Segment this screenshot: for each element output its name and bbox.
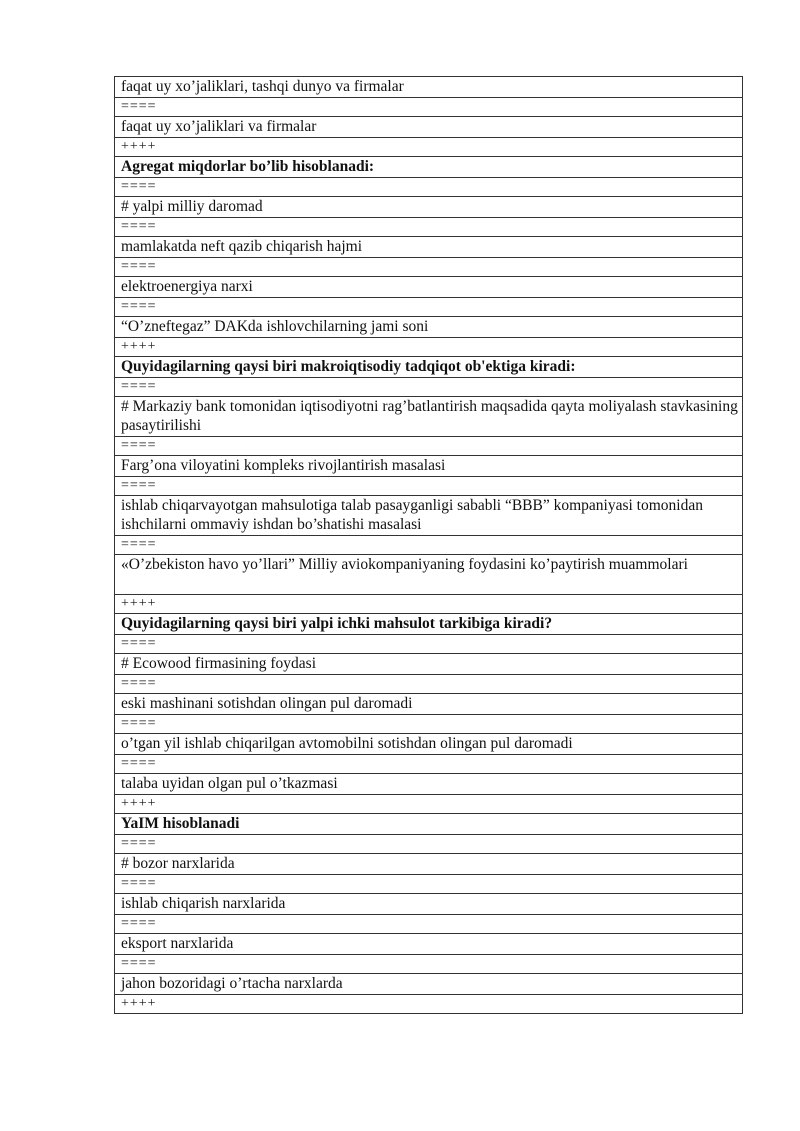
question-table-body [115, 77, 743, 1014]
question-table [114, 76, 743, 1014]
answer-row [115, 277, 743, 298]
separator-text: ==== [115, 715, 743, 734]
answer-row [115, 974, 743, 995]
answer-text: o’tgan yil ishlab chiqarilgan avtomobilni sotishdan olingan pul daromadi [115, 734, 743, 755]
separator-text: ==== [115, 675, 743, 694]
answer-row [115, 117, 743, 138]
separator-text: ==== [115, 835, 743, 854]
separator-text: ++++ [115, 595, 743, 614]
question-row [115, 357, 743, 378]
answer-text: jahon bozoridagi o’rtacha narxlarda [115, 974, 743, 995]
answer-row [115, 496, 743, 536]
answer-text: Farg’ona viloyatini kompleks rivojlantirish masalasi [115, 456, 743, 477]
document-page [114, 76, 743, 1014]
answer-row [115, 654, 743, 675]
answer-row [115, 197, 743, 218]
separator-text: ==== [115, 178, 743, 197]
answer-row [115, 555, 743, 595]
separator-text: ==== [115, 258, 743, 277]
answer-text: ishlab chiqarvayotgan mahsulotiga talab pasayganligi sababli “BBB” kompaniyasi tomonidan ishchilarni ommaviy ishdan bo’shatishi masalasi [115, 496, 743, 536]
answer-row [115, 397, 743, 437]
answer-text: # Markaziy bank tomonidan iqtisodiyotni rag’batlantirish maqsadida qayta moliyalash stavkasining pasaytirilishi [115, 397, 743, 437]
separator-text: ==== [115, 536, 743, 555]
separator-row [115, 915, 743, 934]
answer-text: faqat uy xo’jaliklari va firmalar [115, 117, 743, 138]
separator-text: ==== [115, 955, 743, 974]
separator-row [115, 835, 743, 854]
separator-text: ++++ [115, 138, 743, 157]
separator-row [115, 795, 743, 814]
answer-row [115, 854, 743, 875]
separator-row [115, 298, 743, 317]
question-text: YaIM hisoblanadi [115, 814, 743, 835]
answer-text: # Ecowood firmasining foydasi [115, 654, 743, 675]
separator-text: ==== [115, 298, 743, 317]
question-text: Quyidagilarning qaysi biri makroiqtisodiy tadqiqot ob'ektiga kiradi: [115, 357, 743, 378]
separator-row [115, 955, 743, 974]
separator-row [115, 755, 743, 774]
separator-row [115, 715, 743, 734]
separator-text: ==== [115, 915, 743, 934]
separator-row [115, 875, 743, 894]
answer-text: «O’zbekiston havo yo’llari” Milliy aviokompaniyaning foydasini ko’paytirish muammolari [115, 555, 743, 595]
question-row [115, 814, 743, 835]
separator-text: ==== [115, 755, 743, 774]
separator-text: ==== [115, 635, 743, 654]
separator-row [115, 477, 743, 496]
answer-text: eski mashinani sotishdan olingan pul daromadi [115, 694, 743, 715]
separator-row [115, 218, 743, 237]
answer-row [115, 934, 743, 955]
answer-text: # bozor narxlarida [115, 854, 743, 875]
separator-row [115, 378, 743, 397]
question-text: Quyidagilarning qaysi biri yalpi ichki mahsulot tarkibiga kiradi? [115, 614, 743, 635]
separator-row [115, 675, 743, 694]
separator-row [115, 995, 743, 1014]
separator-text: ++++ [115, 338, 743, 357]
separator-text: ++++ [115, 795, 743, 814]
answer-text: # yalpi milliy daromad [115, 197, 743, 218]
answer-row [115, 317, 743, 338]
separator-row [115, 98, 743, 117]
answer-text: mamlakatda neft qazib chiqarish hajmi [115, 237, 743, 258]
separator-row [115, 536, 743, 555]
answer-text: “O’zneftegaz” DAKda ishlovchilarning jami soni [115, 317, 743, 338]
question-row [115, 157, 743, 178]
separator-text: ==== [115, 98, 743, 117]
answer-row [115, 694, 743, 715]
separator-row [115, 437, 743, 456]
answer-text: talaba uyidan olgan pul o’tkazmasi [115, 774, 743, 795]
answer-text: elektroenergiya narxi [115, 277, 743, 298]
answer-text: faqat uy xo’jaliklari, tashqi dunyo va firmalar [115, 77, 743, 98]
separator-text: ++++ [115, 995, 743, 1014]
answer-row [115, 456, 743, 477]
separator-row [115, 258, 743, 277]
answer-text: eksport narxlarida [115, 934, 743, 955]
separator-text: ==== [115, 378, 743, 397]
separator-row [115, 138, 743, 157]
answer-row [115, 774, 743, 795]
separator-row [115, 338, 743, 357]
separator-text: ==== [115, 437, 743, 456]
answer-row [115, 237, 743, 258]
separator-row [115, 178, 743, 197]
answer-text: ishlab chiqarish narxlarida [115, 894, 743, 915]
answer-row [115, 894, 743, 915]
question-row [115, 614, 743, 635]
separator-row [115, 635, 743, 654]
answer-row [115, 77, 743, 98]
separator-text: ==== [115, 218, 743, 237]
separator-row [115, 595, 743, 614]
separator-text: ==== [115, 875, 743, 894]
separator-text: ==== [115, 477, 743, 496]
question-text: Agregat miqdorlar bo’lib hisoblanadi: [115, 157, 743, 178]
answer-row [115, 734, 743, 755]
